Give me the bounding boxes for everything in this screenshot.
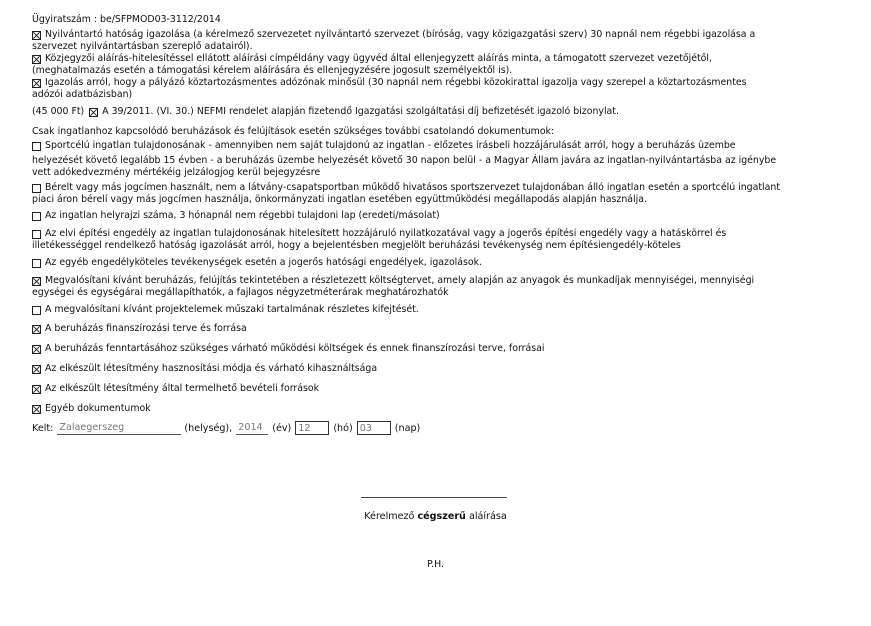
doc-text-registry-cont: szervezet nyilvántartásban szereplő adatairól). bbox=[32, 41, 253, 52]
doc-item-utilization bbox=[32, 363, 832, 375]
checkbox-registry[interactable] bbox=[32, 31, 41, 40]
doc-text-land-registry: Az ingatlan helyrajzi száma, 3 hónapnál nem régebbi tulajdoni lap (eredeti/másolat) bbox=[45, 210, 440, 221]
doc-text-signature-specimen: Közjegyzői aláírás-hitelesítéssel ellátott aláírási címpéldány vagy ügyvéd által ellenjegyzett aláírás minta, a támogatott szervezet vezetőjétől, bbox=[45, 53, 712, 64]
signature-label bbox=[0, 511, 871, 522]
date-line bbox=[32, 421, 832, 435]
doc-item-cost-plan bbox=[32, 275, 832, 287]
doc-item-land-registry bbox=[32, 210, 832, 222]
doc-item-signature-specimen bbox=[32, 53, 832, 65]
checkbox-cost-plan[interactable] bbox=[32, 277, 41, 286]
checkbox-revenue-sources[interactable] bbox=[32, 385, 41, 394]
day-suffix: (nap) bbox=[394, 422, 421, 434]
form-page bbox=[32, 14, 832, 435]
checkbox-operating-costs[interactable] bbox=[32, 345, 41, 354]
checkbox-utilization[interactable] bbox=[32, 365, 41, 374]
month-suffix: (hó) bbox=[333, 422, 353, 434]
doc-item-tax-clearance bbox=[32, 77, 832, 89]
doc-text-technical-content: A megvalósítani kívánt projektelemek műszaki tartalmának részletes kifejtését. bbox=[45, 304, 419, 315]
doc-text-signature-specimen-cont: (meghatalmazás esetén a támogatási kérelem aláírására és ellenjegyzésére jogosult személyektől is). bbox=[32, 65, 513, 76]
doc-item-owner-consent bbox=[32, 140, 832, 152]
place-suffix: (helység), bbox=[184, 422, 233, 434]
signature-label-post: aláírása bbox=[465, 511, 507, 522]
checkbox-land-registry[interactable] bbox=[32, 212, 41, 221]
month-field[interactable]: 12 bbox=[295, 421, 329, 435]
section-real-estate-documents bbox=[32, 140, 832, 415]
doc-item-other-permits bbox=[32, 257, 832, 269]
signature-label-pre: Kérelmező bbox=[364, 511, 418, 522]
doc-item-registry bbox=[32, 29, 832, 41]
doc-text-fee: A 39/2011. (VI. 30.) NEFMI rendelet alapján fizetendő Igazgatási szolgáltatási díj befizetését igazoló bizonylat. bbox=[102, 106, 619, 117]
doc-item-operating-costs bbox=[32, 343, 832, 355]
doc-text-other-documents: Egyéb dokumentumok bbox=[45, 403, 151, 414]
checkbox-financing-plan[interactable] bbox=[32, 325, 41, 334]
checkbox-signature-specimen[interactable] bbox=[32, 55, 41, 64]
doc-item-revenue-sources bbox=[32, 383, 832, 395]
signature-line bbox=[361, 497, 507, 498]
doc-text-building-permit-l1: Az elvi építési engedély az ingatlan tulajdonosának hitelesített hozzájáruló nyilatkozatával vagy a jogerős építési engedély vagy a hatáskörrel és bbox=[45, 228, 727, 239]
doc-text-utilization: Az elkészült létesítmény hasznosítási módja és várható kihasználtsága bbox=[45, 363, 378, 374]
doc-text-registry: Nyilvántartó hatóság igazolása (a kérelmező szervezetet nyilvántartó szervezet (bíróság, vagy közigazgatási szerv) 30 napnál nem régebbi igazolása a bbox=[45, 29, 756, 40]
checkbox-lease[interactable] bbox=[32, 184, 41, 193]
doc-item-fee bbox=[32, 106, 832, 118]
doc-text-cost-plan-l1: Megvalósítani kívánt beruházás, felújítás tekintetében a részletezett költségtervet, amely alapján az anyagok és munkadíjak mennyiségei, mennyiségi bbox=[45, 275, 755, 286]
doc-text-owner-consent-l1: Sportcélú ingatlan tulajdonosának - amennyiben nem saját tulajdonú az ingatlan - előzetes írásbeli hozzájárulását arról, hogy a beruházás üzembe bbox=[45, 140, 736, 151]
reference-number: Ügyiratszám : be/SFPMOD03-3112/2014 bbox=[32, 14, 221, 25]
year-field[interactable]: 2014 bbox=[236, 421, 268, 435]
year-suffix: (év) bbox=[272, 422, 292, 434]
doc-text-revenue-sources: Az elkészült létesítmény által termelhető bevételi források bbox=[45, 383, 320, 394]
place-field[interactable]: Zalaegerszeg bbox=[57, 421, 181, 435]
fee-amount: (45 000 Ft) bbox=[32, 106, 85, 117]
checkbox-fee[interactable] bbox=[89, 108, 98, 117]
checkbox-other-documents[interactable] bbox=[32, 405, 41, 414]
checkbox-technical-content[interactable] bbox=[32, 306, 41, 315]
checkbox-tax-clearance[interactable] bbox=[32, 79, 41, 88]
doc-item-other-documents bbox=[32, 403, 832, 415]
doc-text-other-permits: Az egyéb engedélyköteles tevékenységek esetén a jogerős hatósági engedélyek, igazolások. bbox=[45, 257, 483, 268]
doc-text-building-permit-l2: illetékességgel rendelkező hatóság igazolását arról, hogy a bejelentésben megjelölt beruházási tevékenység nem építésiengedély-köteles bbox=[32, 240, 681, 251]
checkbox-owner-consent[interactable] bbox=[32, 142, 41, 151]
doc-text-tax-clearance-cont: adózói adatbázisban) bbox=[32, 89, 133, 100]
doc-item-building-permit bbox=[32, 228, 832, 240]
doc-item-lease bbox=[32, 182, 832, 194]
doc-text-lease-l1: Bérelt vagy más jogcímen használt, nem a látvány-csapatsportban működő hivatásos sportszervezet tulajdonában álló ingatlan esetén a sportcélú ingatlant bbox=[45, 182, 781, 193]
day-field[interactable]: 03 bbox=[357, 421, 391, 435]
doc-text-financing-plan: A beruházás finanszírozási terve és forrása bbox=[45, 323, 247, 334]
real-estate-heading: Csak ingatlanhoz kapcsolódó beruházások és felújítások esetén szükséges további csatolandó dokumentumok: bbox=[32, 126, 555, 137]
section-general-documents bbox=[32, 29, 832, 118]
stamp-placeholder: P.H. bbox=[426, 559, 445, 570]
doc-item-technical-content bbox=[32, 304, 832, 316]
signature-label-bold: cégszerű bbox=[417, 511, 466, 522]
date-label: Kelt: bbox=[32, 422, 54, 434]
doc-item-financing-plan bbox=[32, 323, 832, 335]
doc-text-owner-consent-l3: vett adókedvezmény mértékéig jelzálogjog kerül bejegyzésre bbox=[32, 167, 321, 178]
checkbox-building-permit[interactable] bbox=[32, 230, 41, 239]
doc-text-cost-plan-l2: egységei és egységárai megállapíthatók, a fajlagos négyzetméterárak meghatározhatók bbox=[32, 287, 449, 298]
checkbox-other-permits[interactable] bbox=[32, 259, 41, 268]
doc-text-owner-consent-l2: helyezését követő legalább 15 évben - a beruházás üzembe helyezését követő 30 napon belül - a Magyar Állam javára az ingatlan-nyilvántartásba az igénybe bbox=[32, 155, 777, 166]
doc-text-operating-costs: A beruházás fenntartásához szükséges várható működési költségek és ennek finanszírozási terve, forrásai bbox=[45, 343, 545, 354]
doc-text-tax-clearance: Igazolás arról, hogy a pályázó köztartozásmentes adózónak minősül (30 napnál nem régebbi közokirattal igazolja vagy szerepel a köztartozásmentes bbox=[45, 77, 747, 88]
doc-text-lease-l2: piaci áron bérelí vagy más jogcímen használja, önkormányzati ingatlan esetében együttműködési megállapodás alapján használja. bbox=[32, 194, 647, 205]
